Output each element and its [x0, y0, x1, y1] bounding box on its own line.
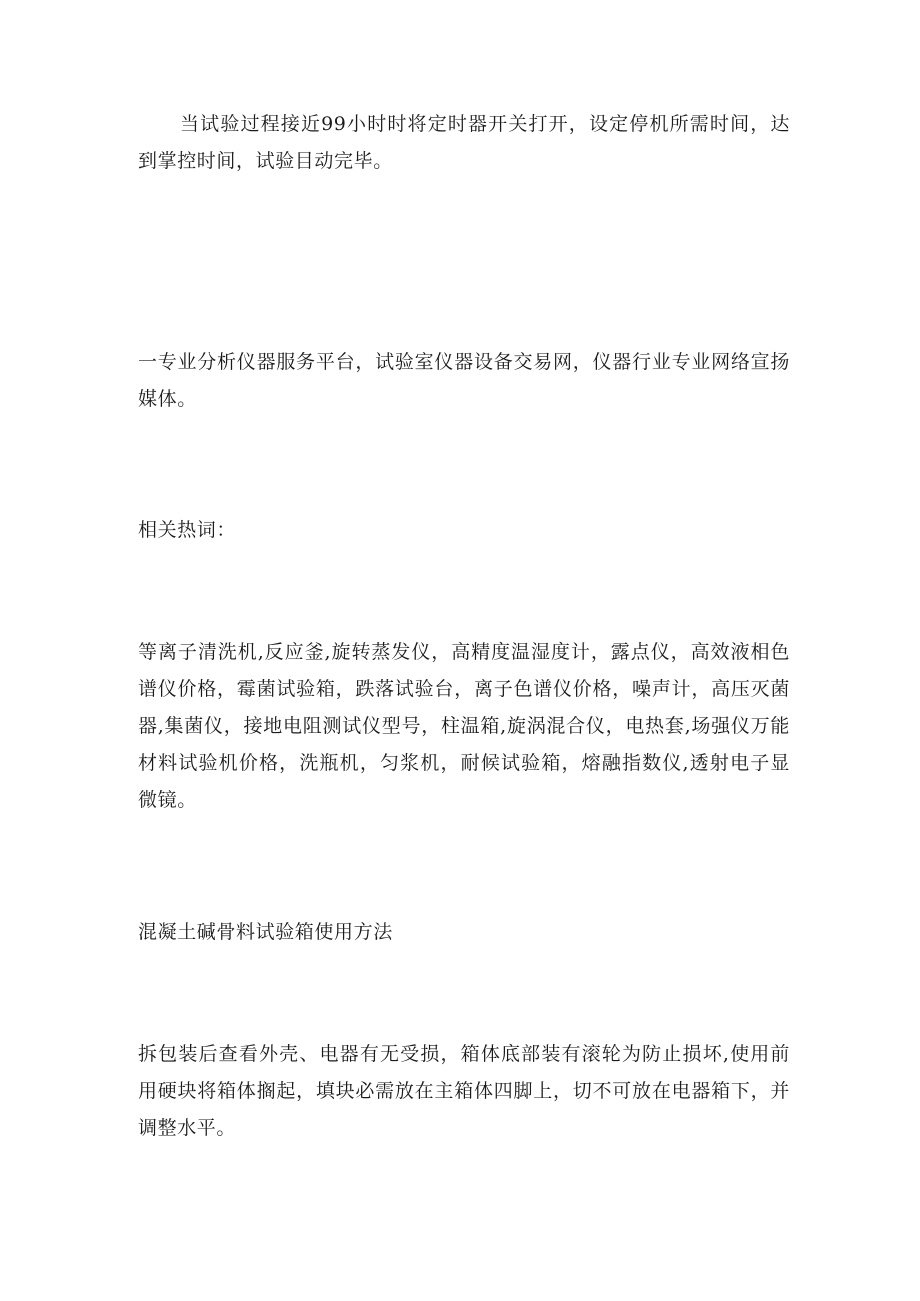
- section-heading-usage-method: 混凝土碱骨料试验箱使用方法: [138, 921, 393, 943]
- paragraph-platform-description: 一专业分析仪器服务平台，试验室仪器设备交易网，仪器行业专业网络宣扬媒体。: [138, 351, 790, 410]
- related-keywords-heading: 相关热词：: [138, 519, 237, 541]
- paragraph-timer-instructions: 当试验过程接近99小时时将定时器开关打开，设定停机所需时间，达到掌控时间，试验目动完毕。: [138, 113, 790, 172]
- paragraph-unpacking-instructions: 拆包装后查看外壳、电器有无受损，箱体底部装有滚轮为防止损坏,使用前用硬块将箱体搁起，填块必需放在主箱体四脚上，切不可放在电器箱下，并调整水平。: [138, 1043, 790, 1139]
- paragraph-keyword-list: 等离子清洗机,反应釜,旋转蒸发仪，高精度温湿度计，露点仪，高效液相色谱仪价格，霉菌试验箱，跌落试验台，离子色谱仪价格，噪声计，高压灭菌器,集菌仪，接地电阻测试仪型号，柱温箱,旋涡混合仪，电热套,场强仪万能材料试验机价格，洗瓶机，匀浆机，耐候试验箱，熔融指数仪,透射电子显微镜。: [138, 641, 790, 811]
